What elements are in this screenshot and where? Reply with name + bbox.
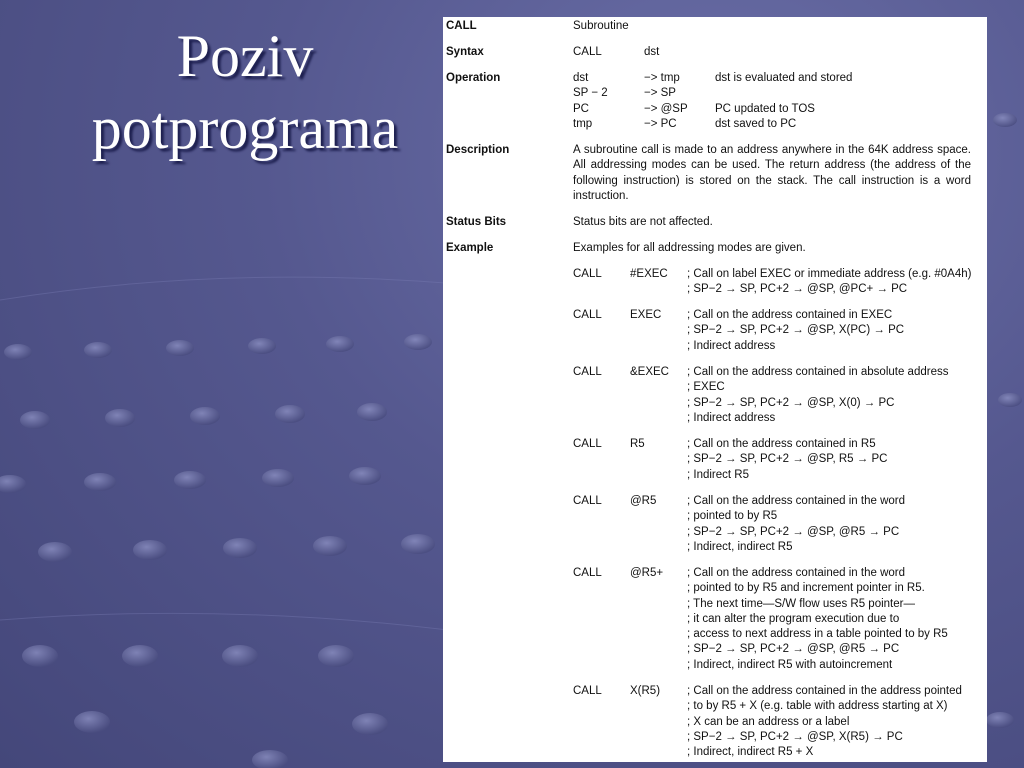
operation-target: −> @SP [644,102,688,115]
example-comment [687,308,985,354]
example-label: Example [446,242,494,254]
comment-line: ; Call on the address contained in absolute address [687,366,949,378]
operation-source: SP − 2 [573,87,608,100]
status-bits-label: Status Bits [446,216,507,228]
operation-target: −> SP [644,87,676,100]
example-comment [687,267,985,298]
example-instruction: CALL [573,268,602,280]
comment-line: ; SP−2 → SP, PC+2 → @SP, @R5 → PC [687,643,900,656]
comment-line: ; SP−2 → SP, PC+2 → @SP, @PC+ → PC [687,283,908,296]
operation-source: dst [573,72,589,84]
comment-line: ; Indirect, indirect R5 with autoincrement [687,658,893,671]
operation-note: dst saved to PC [715,117,797,130]
example-operand: @R5+ [630,567,664,579]
instruction-reference-document [443,17,987,762]
description-label: Description [446,144,510,156]
comment-line: ; Indirect address [687,339,776,352]
operation-note: dst is evaluated and stored [715,72,853,84]
operation-label: Operation [446,72,501,84]
example-instruction: CALL [573,309,602,321]
description-text: A subroutine call is made to an address anywhere in the 64K address space. All addressing modes can be used. The return address (the address of the following instruction) is stored on the stack. The call instruction is a word instruction. [573,144,971,202]
comment-line: ; access to next address in a table pointed to by R5 [687,628,948,641]
comment-line: ; SP−2 → SP, PC+2 → @SP, X(PC) → PC [687,324,905,337]
slide-title-line-2: potprograma [91,95,399,161]
operation-source: PC [573,102,589,115]
example-operand: #EXEC [630,268,668,280]
syntax-operand: dst [644,46,660,58]
example-operand: &EXEC [630,366,669,378]
comment-line: ; Indirect R5 [687,468,749,481]
example-instruction: CALL [573,495,602,507]
example-intro: Examples for all addressing modes are given. [573,242,806,254]
comment-line: ; SP−2 → SP, PC+2 → @SP, @R5 → PC [687,525,900,538]
comment-line: ; pointed to by R5 [687,510,778,523]
syntax-instruction: CALL [573,46,602,58]
call-label: CALL [446,20,477,32]
comment-line: ; Indirect, indirect R5 [687,540,793,553]
comment-line: ; Call on the address contained in the word [687,567,905,579]
example-comment [687,437,985,483]
comment-line: ; Call on the address contained in the address pointed [687,685,962,697]
example-comment [687,684,985,760]
slide-title [40,20,450,164]
example-operand: R5 [630,438,645,450]
comment-line: ; pointed to by R5 and increment pointer in R5. [687,582,925,595]
comment-line: ; X can be an address or a label [687,715,850,728]
comment-line: ; Indirect address [687,411,776,424]
example-comment [687,566,985,673]
operation-target: −> tmp [644,72,680,84]
comment-line: ; SP−2 → SP, PC+2 → @SP, X(R5) → PC [687,730,903,743]
comment-line: ; Call on the address contained in EXEC [687,309,893,321]
comment-line: ; Indirect, indirect R5 + X [687,746,814,759]
example-operand: EXEC [630,309,662,321]
comment-line: ; Call on the address contained in R5 [687,438,876,450]
operation-note: PC updated to TOS [715,102,815,115]
syntax-label: Syntax [446,46,484,58]
example-operand: X(R5) [630,685,661,697]
comment-line: ; EXEC [687,381,725,394]
example-comment [687,494,985,555]
comment-line: ; Call on the address contained in the word [687,495,905,507]
example-instruction: CALL [573,366,602,378]
comment-line: ; it can alter the program execution due to [687,612,900,625]
comment-line: ; The next time—S/W flow uses R5 pointer— [687,597,915,610]
comment-line: ; SP−2 → SP, PC+2 → @SP, X(0) → PC [687,396,895,409]
slide-title-line-1: Poziv [176,23,314,89]
call-value: Subroutine [573,20,629,32]
example-instruction: CALL [573,567,602,579]
operation-target: −> PC [644,117,677,130]
example-operand: @R5 [630,495,657,507]
example-instruction: CALL [573,685,602,697]
status-bits-text: Status bits are not affected. [573,216,713,228]
example-comment [687,365,985,426]
comment-line: ; SP−2 → SP, PC+2 → @SP, R5 → PC [687,453,888,466]
operation-source: tmp [573,117,593,130]
example-instruction: CALL [573,438,602,450]
comment-line: ; Call on label EXEC or immediate address (e.g. #0A4h) [687,268,972,280]
comment-line: ; to by R5 + X (e.g. table with address starting at X) [687,700,948,713]
